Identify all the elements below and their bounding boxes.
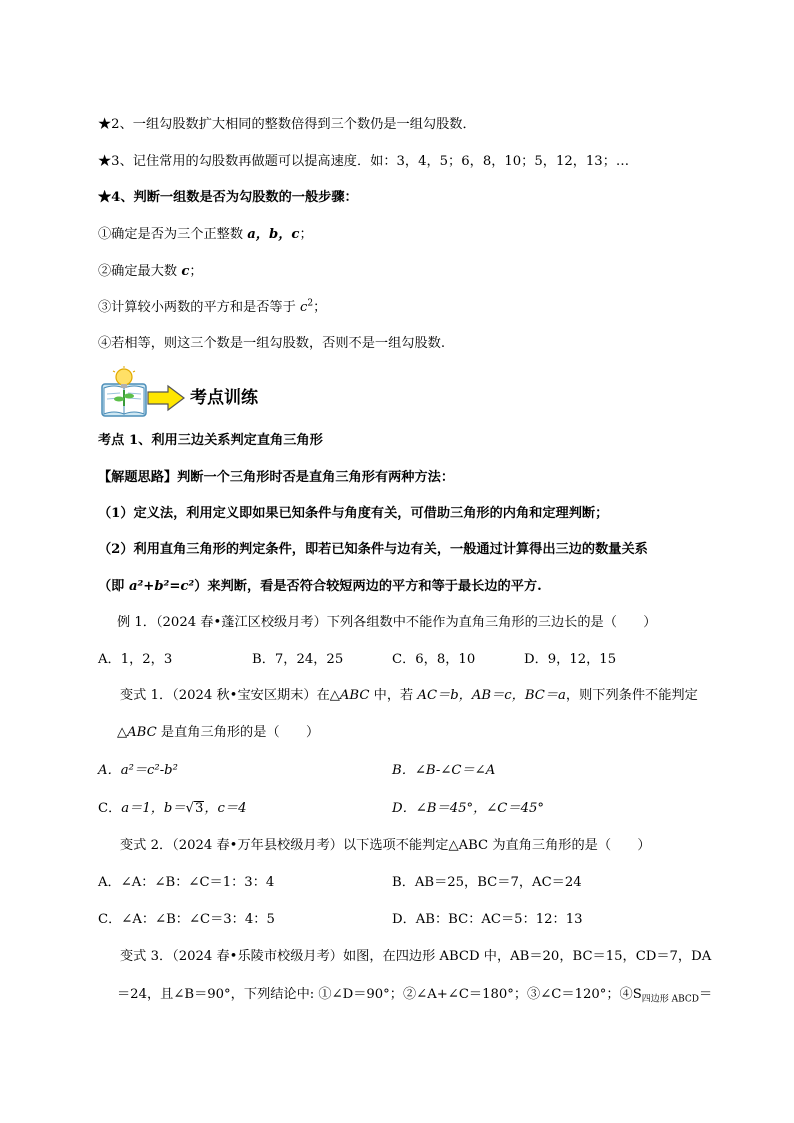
method-1: （1）定义法，利用定义即如果已知条件与角度有关，可借助三角形的内角和定理判断；	[98, 506, 609, 521]
variant-1-option-b: B．∠B-∠C＝∠A	[392, 763, 496, 778]
variant-2-option-d: D．AB：BC：AC＝5：12：13	[392, 912, 583, 927]
variant-1-option-c: C．a＝1，b＝√3，c＝4	[98, 801, 247, 816]
variant-2-option-b: B．AB＝25，BC＝7，AC＝24	[392, 875, 582, 890]
variant-1-option-d: D．∠B＝45°，∠C＝45°	[392, 801, 544, 816]
step-1: ①确定是否为三个正整数 a，b，c；	[98, 227, 313, 242]
method-2-cont: （即 a²+b²=c²）来判断，看是否符合较短两边的平方和等于最长边的平方.	[98, 579, 542, 594]
section-title: 考点训练	[190, 388, 258, 408]
variant-2-option-a: A．∠A：∠B：∠C＝1：3：4	[98, 875, 275, 890]
variant-2-stem: 变式 2．（2024 春•万年县校级月考）以下选项不能判定△ABC 为直角三角形的是（ ）	[120, 838, 651, 853]
variant-1-stem: 变式 1．（2024 秋•宝安区期末）在△ABC 中，若 AC＝b，AB＝c，BC＝a，则下列条件不能判定	[120, 688, 698, 703]
variant-3-stem-2: ＝24，且∠B＝90°，下列结论中: ①∠D＝90°；②∠A+∠C＝180°；③∠C＝120°；$④S_{四边形 ABCD}=$	[117, 987, 713, 1005]
step-2: ②确定最大数 c；	[98, 264, 203, 279]
yellow-arrow-icon	[146, 384, 186, 412]
example-1-stem: 例 1．（2024 春•蓬江区校级月考）下列各组数中不能作为直角三角形的三边长的是（ ）	[117, 615, 657, 630]
variant-1-option-a: A．a²＝c²-b²	[98, 763, 178, 778]
example-1-option-d: D．9，12，15	[524, 652, 617, 667]
variant-3-stem: 变式 3．（2024 春•乐陵市校级月考）如图，在四边形 ABCD 中，AB＝20，BC＝15，CD＝7，DA	[120, 949, 712, 964]
point-3: ★3、记住常用的勾股数再做题可以提高速度．如：3，4，5；6，8，10；5，12，13；…	[98, 154, 630, 169]
variant-2-option-c: C．∠A：∠B：∠C＝3：4：5	[98, 912, 275, 927]
example-1-option-b: B．7，24，25	[252, 652, 344, 667]
topic-heading: 考点 1、利用三边关系判定直角三角形	[98, 433, 323, 448]
variant-1-stem-2: △ABC 是直角三角形的是（ ）	[117, 725, 320, 740]
step-3: ③计算较小两数的平方和是否等于 $c^2$；	[98, 298, 327, 315]
point-2: ★2、一组勾股数扩大相同的整数倍得到三个数仍是一组勾股数．	[98, 117, 476, 132]
hint-line: 【解题思路】判断一个三角形时否是直角三角形有两种方法：	[98, 470, 455, 485]
example-1-option-c: C．6，8，10	[392, 652, 476, 667]
sqrt-radicand: 3	[194, 801, 204, 816]
example-1-option-a: A．1，2，3	[98, 652, 173, 667]
step-4: ④若相等，则这三个数是一组勾股数，否则不是一组勾股数.	[98, 336, 446, 351]
point-4: ★4、判断一组数是否为勾股数的一般步骤：	[98, 190, 358, 205]
method-2: （2）利用直角三角形的判定条件，即若已知条件与边有关，一般通过计算得出三边的数量关系	[98, 542, 648, 557]
